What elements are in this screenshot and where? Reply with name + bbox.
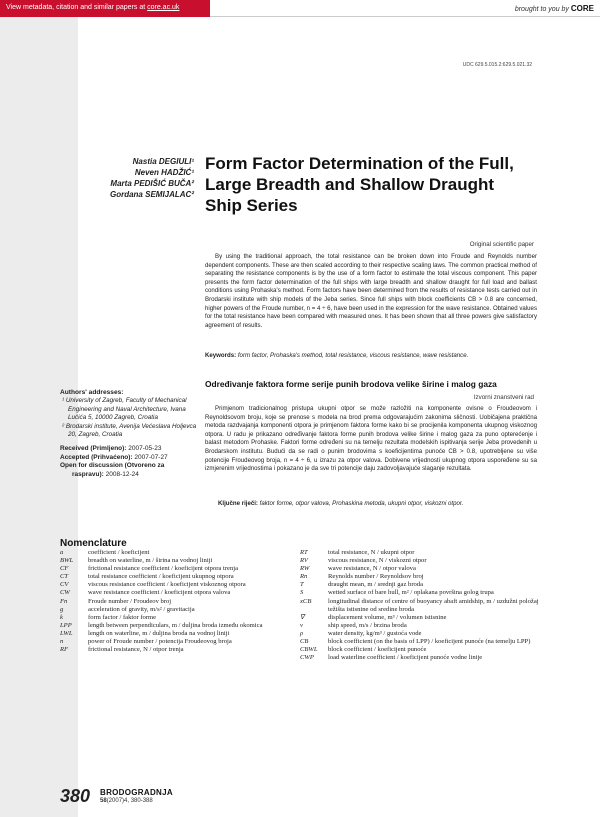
core-logo: CORE xyxy=(570,4,594,13)
journal-reference: 58(2007)4, 380-388 xyxy=(100,798,153,804)
nomenclature-row xyxy=(300,589,540,597)
nomenclature-row xyxy=(300,573,540,581)
nomenclature-row xyxy=(300,581,540,589)
nomenclature-description: frictional resistance, N / otpor trenja xyxy=(88,646,184,654)
nomenclature-symbol: CBWL xyxy=(300,646,318,654)
journal-name: BRODOGRADNJA xyxy=(100,788,173,797)
nomenclature-symbol: n xyxy=(60,638,64,646)
nomenclature-description: length between perpendiculars, m / duljina broda između okomica xyxy=(88,621,263,629)
core-brand[interactable] xyxy=(515,4,594,13)
nomenclature-symbol: LPP xyxy=(60,621,72,629)
nomenclature-symbol: CB xyxy=(300,638,309,646)
nomenclature-description: breadth on waterline, m / širina na vodnoj liniji xyxy=(88,557,213,565)
nomenclature-description: total resistance coefficient / koeficijent ukupnog otpora xyxy=(88,573,234,581)
nomenclature-symbol: RV xyxy=(300,557,308,565)
core-link[interactable]: core.ac.uk xyxy=(147,4,180,11)
nomenclature-symbol: a xyxy=(60,549,64,556)
nomenclature-description: frictional resistance coefficient / koeficijent otpora trenja xyxy=(88,565,239,573)
nomenclature-symbol: Rn xyxy=(300,573,308,581)
croatian-kind: Izvorni znanstveni rad xyxy=(473,394,534,401)
nomenclature-description: wave resistance, N / otpor valova xyxy=(328,565,416,573)
nomenclature-description: draught mean, m / srednji gaz broda xyxy=(328,581,424,589)
nomenclature-row xyxy=(60,638,292,646)
nomenclature-title: Nomenclature xyxy=(60,538,127,549)
nomenclature-row xyxy=(60,557,292,565)
keywords-hr-label: Ključne riječi: xyxy=(218,500,258,507)
nomenclature-description: viscous resistance coefficient / koeficijent viskoznog otpora xyxy=(88,581,246,589)
nomenclature-symbol: RT xyxy=(300,549,308,556)
nomenclature-symbol: CW xyxy=(60,589,70,597)
nomenclature-row xyxy=(60,606,292,614)
nomenclature-description: length on waterline, m / duljina broda na vodnoj liniji xyxy=(88,629,230,637)
open-discussion-date: raspravu): 2008-12-24 xyxy=(72,470,139,478)
brought-by-text: brought to you by xyxy=(514,6,569,13)
keywords-en xyxy=(205,352,537,361)
nomenclature-symbol: k xyxy=(60,613,63,621)
keywords-hr-text: faktor forme, otpor valova, Prohaskina metoda, ukupni otpor, viskozni otpor. xyxy=(259,500,464,507)
nomenclature-row xyxy=(300,646,540,654)
nomenclature-row xyxy=(300,557,540,565)
nomenclature-row xyxy=(300,622,540,630)
nomenclature-description: water density, kg/m³ / gustoća vode xyxy=(328,629,422,637)
author-addresses xyxy=(60,389,200,439)
abstract-en: By using the traditional approach, the total resistance can be broken down into Froude and Reynolds number dependent components. These are then scaled according to their respective scaling laws. The common practical method of separating the resistance components is by the use of a form factor to estimate the total viscous component. This paper presents the form factor determination of the full ships with large breadth and shallow draught for full load and ballast conditions using Prohaska's method. Form factors have been determined from the results of resistance tests carried out in Brodarski institute with ship models of the Jeba series. Since full ships with block coefficients CB > 0.8 are concerned, higher powers of the Froude number, n = 4 ÷ 6, have been used in the expression for the wave resistance. Obtained values for the total resistance have been compared with measured ones. It has been shown that all three powers give satisfactory agreement of results. xyxy=(205,253,537,329)
keywords-text: form factor, Prohaska's method, total resistance, viscous resistance, wave resistance. xyxy=(237,352,469,359)
received-date: Received (Primljeno): 2007-05-23 xyxy=(60,445,162,452)
page-footer xyxy=(60,786,360,810)
nomenclature-row xyxy=(60,622,292,630)
nomenclature-description: Reynolds number / Reynoldsov broj xyxy=(328,573,424,581)
nomenclature-symbol: xCB xyxy=(300,597,312,605)
nomenclature-symbol: ∇ xyxy=(300,613,305,621)
nomenclature-symbol: ρ xyxy=(300,629,304,637)
author-4: Gordana SEMIJALAC² xyxy=(109,190,194,199)
nomenclature-description: total resistance, N / ukupni otpor xyxy=(328,549,415,556)
nomenclature-symbol: T xyxy=(300,581,304,589)
nomenclature-symbol: v xyxy=(300,621,303,629)
nomenclature-description: power of Froude number / potencija Froudeovog broja xyxy=(88,638,232,646)
nomenclature-row xyxy=(300,598,540,614)
article-dates xyxy=(60,445,200,479)
nomenclature-description: acceleration of gravity, m/s² / gravitacija xyxy=(88,605,195,613)
nomenclature-description: load waterline coefficient / koeficijent punoće vodne linije xyxy=(328,654,483,662)
open-discussion-label: Open for discussion (Otvoreno za xyxy=(60,462,165,470)
nomenclature-symbol: BWL xyxy=(60,557,74,565)
nomenclature-symbol: RW xyxy=(300,565,310,573)
core-banner xyxy=(0,0,600,17)
nomenclature-symbol: LWL xyxy=(60,629,73,637)
nomenclature-row xyxy=(60,589,292,597)
nomenclature-description: viscous resistance, N / viskozni otpor xyxy=(328,557,427,565)
nomenclature-row xyxy=(60,630,292,638)
nomenclature-description: longitudinal distance of centre of buoyancy abaft amidship, m / uzdužni položaj težišta istisnine od sredine broda xyxy=(328,597,539,613)
author-list xyxy=(94,156,194,200)
nomenclature-description: wetted surface of bare hull, m² / oplakana površina golog trupa xyxy=(328,589,494,597)
nomenclature-row xyxy=(60,549,292,557)
nomenclature-description: wave resistance coefficient / koeficijent otpora valova xyxy=(88,589,231,597)
affiliation-1: ¹ University of Zagreb, Faculty of Mechanical Engineering and Naval Architecture, Ivana Lučića 5, 10000 Zagreb, Croatia xyxy=(62,397,187,422)
metadata-text: View metadata, citation and similar papers at xyxy=(6,4,148,11)
metadata-link-bar[interactable] xyxy=(0,0,210,17)
nomenclature-row xyxy=(300,614,540,622)
nomenclature-row xyxy=(300,654,540,662)
nomenclature-description: block coefficient (on the basis of LPP) / koeficijent punoće (na temelju LPP) xyxy=(328,638,531,646)
abstract-hr: Primjenom tradicionalnog pristupa ukupni otpor se može razložiti na komponente ovisne o Froudeovom i Reynoldsovom broju, koje se prenose s modela na brod prema odgovarajućim zakonima sličnosti. Uobičajena praktična metoda razdvajanja komponenti otpora je primjenom faktora forme kako bi se procijenila komponenta ukupnog viskoznog otpora. U radu je prikazano određivanje faktora forme punih brodova velike širine i malog gaza za puno opterećenje i balast metodom Prohaske. Faktori forme određeni su na temelju rezultata modelskih ispitivanja serije Jeba provedenih u Brodarskom institutu. Budući da se radi o punim brodovima s koeficijentima punoće CB > 0.8, upotrebljene su više potencije Froudeovog broja, n = 4 ÷ 6, u izrazu za otpor valova. Dobivene vrijednosti ukupnog otpora uspoređene su sa izmjerenim vrijednostima i pokazano je da sve tri potencije daju zadovoljavajuće slaganje rezultata. xyxy=(205,405,537,473)
nomenclature-description: form factor / faktor forme xyxy=(88,613,157,621)
nomenclature-description: displacement volume, m³ / volumen istisnine xyxy=(328,613,447,621)
nomenclature-description: Froude number / Froudeov broj xyxy=(88,597,172,605)
nomenclature-left-column xyxy=(60,549,292,654)
nomenclature-row xyxy=(60,598,292,606)
affiliation-2: ² Brodarski institute, Avenija Većeslava Holjevca 20, Zagreb, Croatia xyxy=(62,422,197,439)
addresses-heading: Authors' addresses: xyxy=(60,389,124,396)
nomenclature-row xyxy=(60,646,292,654)
author-1: Nastia DEGIULI¹ xyxy=(132,157,194,166)
nomenclature-symbol: S xyxy=(300,589,304,597)
nomenclature-right-column xyxy=(300,549,540,662)
nomenclature-symbol: RF xyxy=(60,646,69,654)
keywords-label: Keywords: xyxy=(205,352,237,359)
author-3: Marta PEDIŠIĆ BUČA² xyxy=(110,179,194,188)
nomenclature-symbol: CF xyxy=(60,565,69,573)
paper-title: Form Factor Determination of the Full, Large Breadth and Shallow Draught Ship Series xyxy=(205,154,514,215)
nomenclature-symbol: g xyxy=(60,605,64,613)
keywords-hr xyxy=(218,500,538,509)
nomenclature-row xyxy=(60,565,292,573)
nomenclature-symbol: CWP xyxy=(300,654,314,662)
nomenclature-row xyxy=(300,638,540,646)
nomenclature-description: coefficient / koeficijent xyxy=(88,549,150,556)
nomenclature-symbol: CV xyxy=(60,581,69,589)
udc-code: UDC 629.5.015.2:629.5.021.32 xyxy=(462,62,532,68)
nomenclature-row xyxy=(60,614,292,622)
author-2: Neven HADŽIĆ¹ xyxy=(134,168,194,177)
nomenclature-description: ship speed, m/s / brzina broda xyxy=(328,621,407,629)
nomenclature-symbol: Fn xyxy=(60,597,68,605)
nomenclature-symbol: CT xyxy=(60,573,69,581)
nomenclature-row xyxy=(60,573,292,581)
nomenclature-row xyxy=(300,565,540,573)
nomenclature-row xyxy=(300,630,540,638)
nomenclature-row xyxy=(60,581,292,589)
nomenclature-row xyxy=(300,549,540,557)
page-number: 380 xyxy=(60,786,91,806)
nomenclature-description: block coefficient / koeficijent punoće xyxy=(328,646,427,654)
croatian-title: Određivanje faktora forme serije punih brodova velike širine i malog gaza xyxy=(205,379,497,389)
paper-kind: Original scientific paper xyxy=(469,241,534,248)
accepted-date: Accepted (Prihvaćeno): 2007-07-27 xyxy=(60,453,168,461)
